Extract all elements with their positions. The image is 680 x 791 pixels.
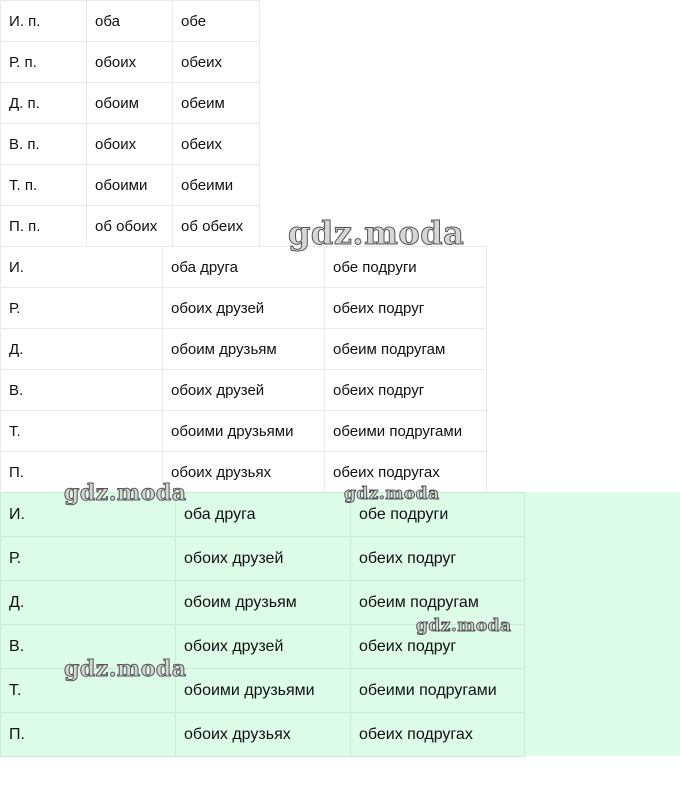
table-cell: обеих bbox=[173, 42, 260, 83]
table-row bbox=[1, 1, 260, 42]
case-label-cell: П. bbox=[1, 713, 176, 757]
table-row bbox=[1, 42, 260, 83]
table-row bbox=[1, 370, 487, 411]
table-row bbox=[1, 493, 525, 537]
table-cell: обеих подруг bbox=[325, 288, 487, 329]
table-row bbox=[1, 411, 487, 452]
case-label-cell: И. п. bbox=[1, 1, 87, 42]
table-cell: обоими bbox=[87, 165, 173, 206]
table-cell: обеих bbox=[173, 124, 260, 165]
table-cell: обоим друзьям bbox=[176, 581, 351, 625]
case-table-phrases bbox=[0, 246, 487, 493]
table-cell: оба bbox=[87, 1, 173, 42]
case-label-cell: Т. п. bbox=[1, 165, 87, 206]
table-cell: обеим подругам bbox=[325, 329, 487, 370]
table-cell: обоих bbox=[87, 124, 173, 165]
watermark: gdz.moda bbox=[64, 656, 187, 682]
case-label-cell: Р. п. bbox=[1, 42, 87, 83]
table-cell: обеих подруг bbox=[351, 625, 525, 669]
table-cell: обоим bbox=[87, 83, 173, 124]
table-cell: обоими друзьями bbox=[176, 669, 351, 713]
table-cell: обеим подругам bbox=[351, 581, 525, 625]
case-label-cell: Р. bbox=[1, 537, 176, 581]
table-cell: об обеих bbox=[173, 206, 260, 247]
table-cell: обе bbox=[173, 1, 260, 42]
watermark: gdz.moda bbox=[288, 214, 465, 252]
table-cell: обоими друзьями bbox=[163, 411, 325, 452]
case-label-cell: Т. bbox=[1, 411, 163, 452]
table-row bbox=[1, 329, 487, 370]
case-label-cell: Р. bbox=[1, 288, 163, 329]
table-cell: обоих друзей bbox=[163, 288, 325, 329]
table-cell: обеих подруг bbox=[325, 370, 487, 411]
table-row bbox=[1, 124, 260, 165]
case-label-cell: В. п. bbox=[1, 124, 87, 165]
case-label-cell: Д. bbox=[1, 329, 163, 370]
watermark: gdz.moda bbox=[64, 480, 187, 506]
table-cell: обе подруги bbox=[351, 493, 525, 537]
table-cell: обоих друзей bbox=[163, 370, 325, 411]
watermark: gdz.moda bbox=[344, 484, 440, 504]
case-label-cell: П. п. bbox=[1, 206, 87, 247]
watermark: gdz.moda bbox=[416, 616, 512, 636]
table-cell: обоих bbox=[87, 42, 173, 83]
table-row bbox=[1, 713, 525, 757]
table-cell: об обоих bbox=[87, 206, 173, 247]
case-label-cell: И. bbox=[1, 493, 176, 537]
case-label-cell: Д. bbox=[1, 581, 176, 625]
table-cell: обоих друзей bbox=[176, 537, 351, 581]
table-cell: обеих подругах bbox=[351, 713, 525, 757]
table-cell: обеих подругах bbox=[325, 452, 487, 493]
case-label-cell: И. bbox=[1, 247, 163, 288]
table-row bbox=[1, 206, 260, 247]
table-row bbox=[1, 581, 525, 625]
table-cell: обоим друзьям bbox=[163, 329, 325, 370]
table-cell: обеими подругами bbox=[325, 411, 487, 452]
table-row bbox=[1, 537, 525, 581]
case-label-cell: П. bbox=[1, 452, 163, 493]
case-label-cell: В. bbox=[1, 625, 176, 669]
table-cell: обе подруги bbox=[325, 247, 487, 288]
table-cell: обеих подруг bbox=[351, 537, 525, 581]
table-row bbox=[1, 165, 260, 206]
table-cell: оба друга bbox=[163, 247, 325, 288]
table-cell: обеими подругами bbox=[351, 669, 525, 713]
table-row bbox=[1, 83, 260, 124]
table-cell: обоих друзьях bbox=[163, 452, 325, 493]
table-cell: обеими bbox=[173, 165, 260, 206]
table-row bbox=[1, 247, 487, 288]
case-table-phrases-highlighted bbox=[0, 492, 525, 757]
table-row bbox=[1, 669, 525, 713]
case-label-cell: Т. bbox=[1, 669, 176, 713]
case-table-oba bbox=[0, 0, 260, 247]
table-cell: обеим bbox=[173, 83, 260, 124]
table-row bbox=[1, 625, 525, 669]
table-cell: обоих друзьях bbox=[176, 713, 351, 757]
table-row bbox=[1, 452, 487, 493]
table-cell: обоих друзей bbox=[176, 625, 351, 669]
case-label-cell: В. bbox=[1, 370, 163, 411]
case-label-cell: Д. п. bbox=[1, 83, 87, 124]
table-cell: оба друга bbox=[176, 493, 351, 537]
table-row bbox=[1, 288, 487, 329]
